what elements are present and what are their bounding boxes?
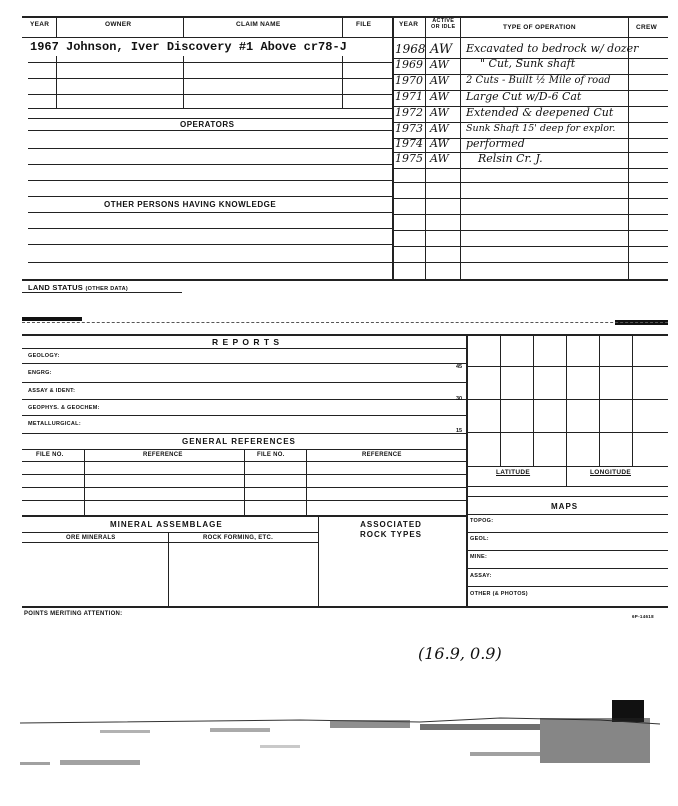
log-year-8: 1975 bbox=[395, 152, 423, 165]
map-mine: MINE: bbox=[470, 554, 488, 560]
coordinates-note: (16.9, 0.9) bbox=[418, 644, 502, 663]
log-operation-8: Relsin Cr. J. bbox=[478, 152, 543, 165]
report-engrg: ENGRG: bbox=[28, 370, 52, 376]
general-references-heading: GENERAL REFERENCES bbox=[182, 437, 296, 446]
associated-rock-types-heading bbox=[360, 520, 422, 540]
log-operation-1: Excavated to bedrock w/ dozer bbox=[466, 42, 639, 55]
year-header-2: YEAR bbox=[399, 21, 419, 28]
file-header: FILE bbox=[356, 21, 372, 28]
mineral-assemblage-heading: MINERAL ASSEMBLAGE bbox=[110, 520, 223, 529]
map-geol: GEOL: bbox=[470, 536, 489, 542]
active-label: ACTIVE bbox=[432, 18, 455, 24]
log-operation-2: " Cut, Sunk shaft bbox=[480, 57, 576, 70]
crew-header: CREW bbox=[636, 24, 658, 31]
rock-types-label: ROCK TYPES bbox=[360, 530, 423, 539]
maps-heading: MAPS bbox=[551, 502, 579, 511]
log-status-3: AW bbox=[430, 74, 449, 87]
margin-number-30: 30 bbox=[456, 396, 463, 402]
longitude-label: LONGITUDE bbox=[590, 469, 631, 476]
reports-heading: R E P O R T S bbox=[212, 337, 281, 347]
scan-artifact bbox=[0, 690, 678, 790]
log-operation-3: 2 Cuts - Built ½ Mile of road bbox=[466, 75, 611, 86]
ref-reference-header: REFERENCE bbox=[143, 452, 183, 458]
report-metallurgical: METALLURGICAL: bbox=[28, 421, 81, 427]
report-geology: GEOLOGY: bbox=[28, 353, 60, 359]
claim-name-header: CLAIM NAME bbox=[236, 21, 281, 28]
year-header: YEAR bbox=[30, 21, 50, 28]
active-idle-header bbox=[431, 18, 455, 30]
or-idle-label: OR IDLE bbox=[431, 24, 456, 30]
log-year-5: 1972 bbox=[395, 106, 423, 119]
map-other: OTHER (& PHOTOS) bbox=[470, 591, 528, 597]
ref-file-no-header: FILE NO. bbox=[36, 452, 64, 458]
margin-number-45: 45 bbox=[456, 364, 463, 370]
points-meriting-attention: POINTS MERITING ATTENTION: bbox=[24, 611, 123, 617]
log-year-3: 1970 bbox=[395, 74, 423, 87]
log-status-1: AW bbox=[430, 42, 453, 57]
log-year-6: 1973 bbox=[395, 122, 423, 135]
log-status-4: AW bbox=[430, 90, 449, 103]
operators-heading: OPERATORS bbox=[180, 120, 235, 129]
form-number: 6P-14618 bbox=[632, 614, 654, 619]
other-persons-heading: OTHER PERSONS HAVING KNOWLEDGE bbox=[104, 200, 277, 209]
log-year-2: 1969 bbox=[395, 58, 423, 71]
log-status-6: AW bbox=[430, 122, 449, 135]
latitude-label: LATITUDE bbox=[496, 469, 531, 476]
associated-label: ASSOCIATED bbox=[360, 520, 422, 529]
log-year-7: 1974 bbox=[395, 137, 423, 150]
log-operation-7: performed bbox=[466, 137, 525, 150]
log-year-1: 1968 bbox=[395, 42, 426, 56]
margin-number-15: 15 bbox=[456, 428, 463, 434]
log-operation-4: Large Cut w/D-6 Cat bbox=[466, 90, 582, 103]
log-operation-5: Extended & deepened Cut bbox=[466, 106, 614, 119]
log-status-5: AW bbox=[430, 106, 449, 119]
ref-reference-header-2: REFERENCE bbox=[362, 452, 402, 458]
ref-file-no-header-2: FILE NO. bbox=[257, 452, 285, 458]
log-year-4: 1971 bbox=[395, 90, 423, 103]
map-assay: ASSAY: bbox=[470, 573, 492, 579]
claim-entry: 1967 Johnson, Iver Discovery #1 Above cr78-J bbox=[30, 40, 347, 54]
log-status-7: AW bbox=[430, 137, 449, 150]
ore-minerals-header: ORE MINERALS bbox=[66, 535, 116, 541]
report-assay: ASSAY & IDENT: bbox=[28, 388, 76, 394]
report-geophys: GEOPHYS. & GEOCHEM: bbox=[28, 405, 100, 411]
map-topog: TOPOG: bbox=[470, 518, 494, 524]
owner-header: OWNER bbox=[105, 21, 132, 28]
log-operation-6: Sunk Shaft 15' deep for explor. bbox=[466, 123, 616, 134]
log-status-2: AW bbox=[430, 58, 449, 71]
land-status-sub: (OTHER DATA) bbox=[85, 286, 128, 292]
scan-band bbox=[22, 317, 82, 321]
land-status-label bbox=[28, 283, 128, 292]
log-status-8: AW bbox=[430, 152, 449, 165]
type-of-operation-header: TYPE OF OPERATION bbox=[503, 24, 576, 31]
land-status-text: LAND STATUS bbox=[28, 283, 84, 292]
rock-forming-header: ROCK FORMING, ETC. bbox=[203, 535, 274, 541]
